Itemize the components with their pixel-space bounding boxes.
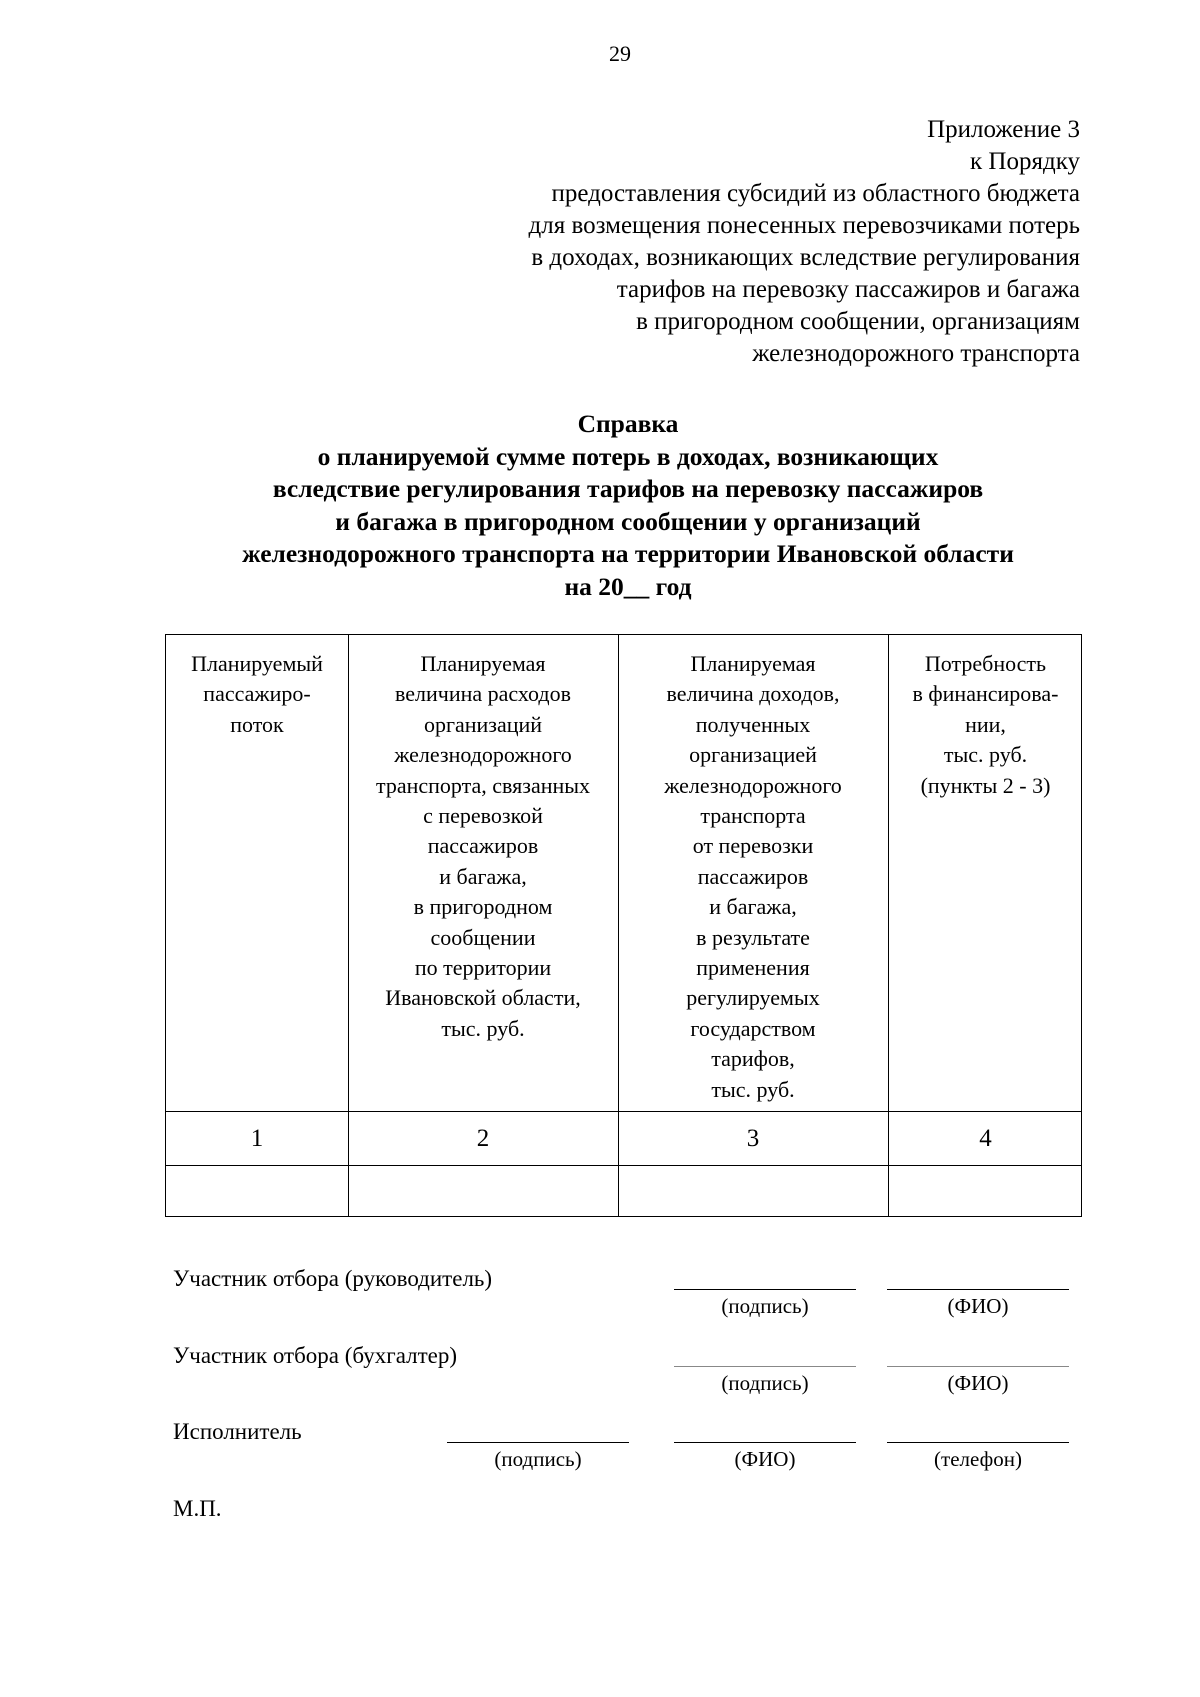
signature-line[interactable] [447,1442,629,1443]
estimate-table [165,634,1082,1217]
appendix-line: к Порядку [970,148,1080,175]
name-line[interactable] [674,1442,856,1443]
name-caption: (ФИО) [947,1371,1009,1395]
appendix-line: железнодорожного транспорта [752,340,1080,367]
title-line: Справка [577,409,679,438]
phone-line[interactable] [887,1442,1069,1443]
header-cell-expenses: Планируемая величина расходов организаций железнодорожного транспорта, связанных с перевозкой пассажиров и багажа, в пригородном сообщении по территории Ивановской области, тыс. руб. [375,651,591,1041]
document-title [165,408,1091,603]
appendix-line: тарифов на перевозку пассажиров и багажа [616,276,1080,303]
page-number: 29 [609,41,631,66]
name-line[interactable] [887,1289,1069,1290]
signature-caption: (подпись) [494,1447,582,1471]
signatory-head-label: Участник отбора (руководитель) [173,1266,493,1291]
name-caption: (ФИО) [947,1294,1009,1318]
data-cell-revenues[interactable] [618,1166,888,1217]
appendix-line: в пригородном сообщении, организациям [636,308,1080,335]
signature-caption: (подпись) [721,1294,809,1318]
name-line[interactable] [887,1366,1069,1367]
title-line: железнодорожного транспорта на территории Ивановской области [242,539,1014,568]
title-line: о планируемой сумме потерь в доходах, возникающих [317,441,939,471]
appendix-line: предоставления субсидий из областного бюджета [551,180,1080,207]
phone-caption: (телефон) [934,1447,1022,1471]
signature-line[interactable] [674,1289,856,1290]
title-line: вследствие регулирования тарифов на перевозку пассажиров [272,474,984,503]
header-cell-funding-need: Потребность в финансирова- нии, тыс. руб. (пункты 2 - 3) [912,651,1059,798]
data-cell-passenger-flow[interactable] [166,1166,348,1217]
data-cell-expenses[interactable] [348,1166,618,1217]
data-cell-funding-need[interactable] [888,1166,1083,1217]
stamp-place-label: М.П. [173,1496,222,1521]
appendix-reference [529,114,1080,370]
appendix-line: в доходах, возникающих вследствие регулирования [531,244,1080,271]
row-divider [166,1111,1081,1112]
column-number: 3 [746,1125,760,1152]
header-cell-passenger-flow: Планируемый пассажиро- поток [191,651,323,737]
column-number: 2 [476,1125,490,1152]
title-line: на 20__ год [564,571,692,601]
appendix-line: для возмещения понесенных перевозчиками потерь [528,212,1080,239]
column-number: 4 [979,1125,992,1152]
header-cell-revenues: Планируемая величина доходов, полученных организацией железнодорожного транспорта от перевозки пассажиров и багажа, в результате применения регулируемых государством тарифов, тыс. руб. [664,651,842,1102]
executor-label: Исполнитель [173,1419,302,1444]
name-caption: (ФИО) [734,1447,796,1471]
signatory-accountant-label: Участник отбора (бухгалтер) [173,1343,457,1368]
signature-caption: (подпись) [721,1371,809,1395]
appendix-line: Приложение 3 [927,116,1080,143]
title-line: и багажа в пригородном сообщении у организаций [335,506,921,536]
column-number: 1 [250,1125,264,1152]
signature-line[interactable] [674,1366,856,1367]
